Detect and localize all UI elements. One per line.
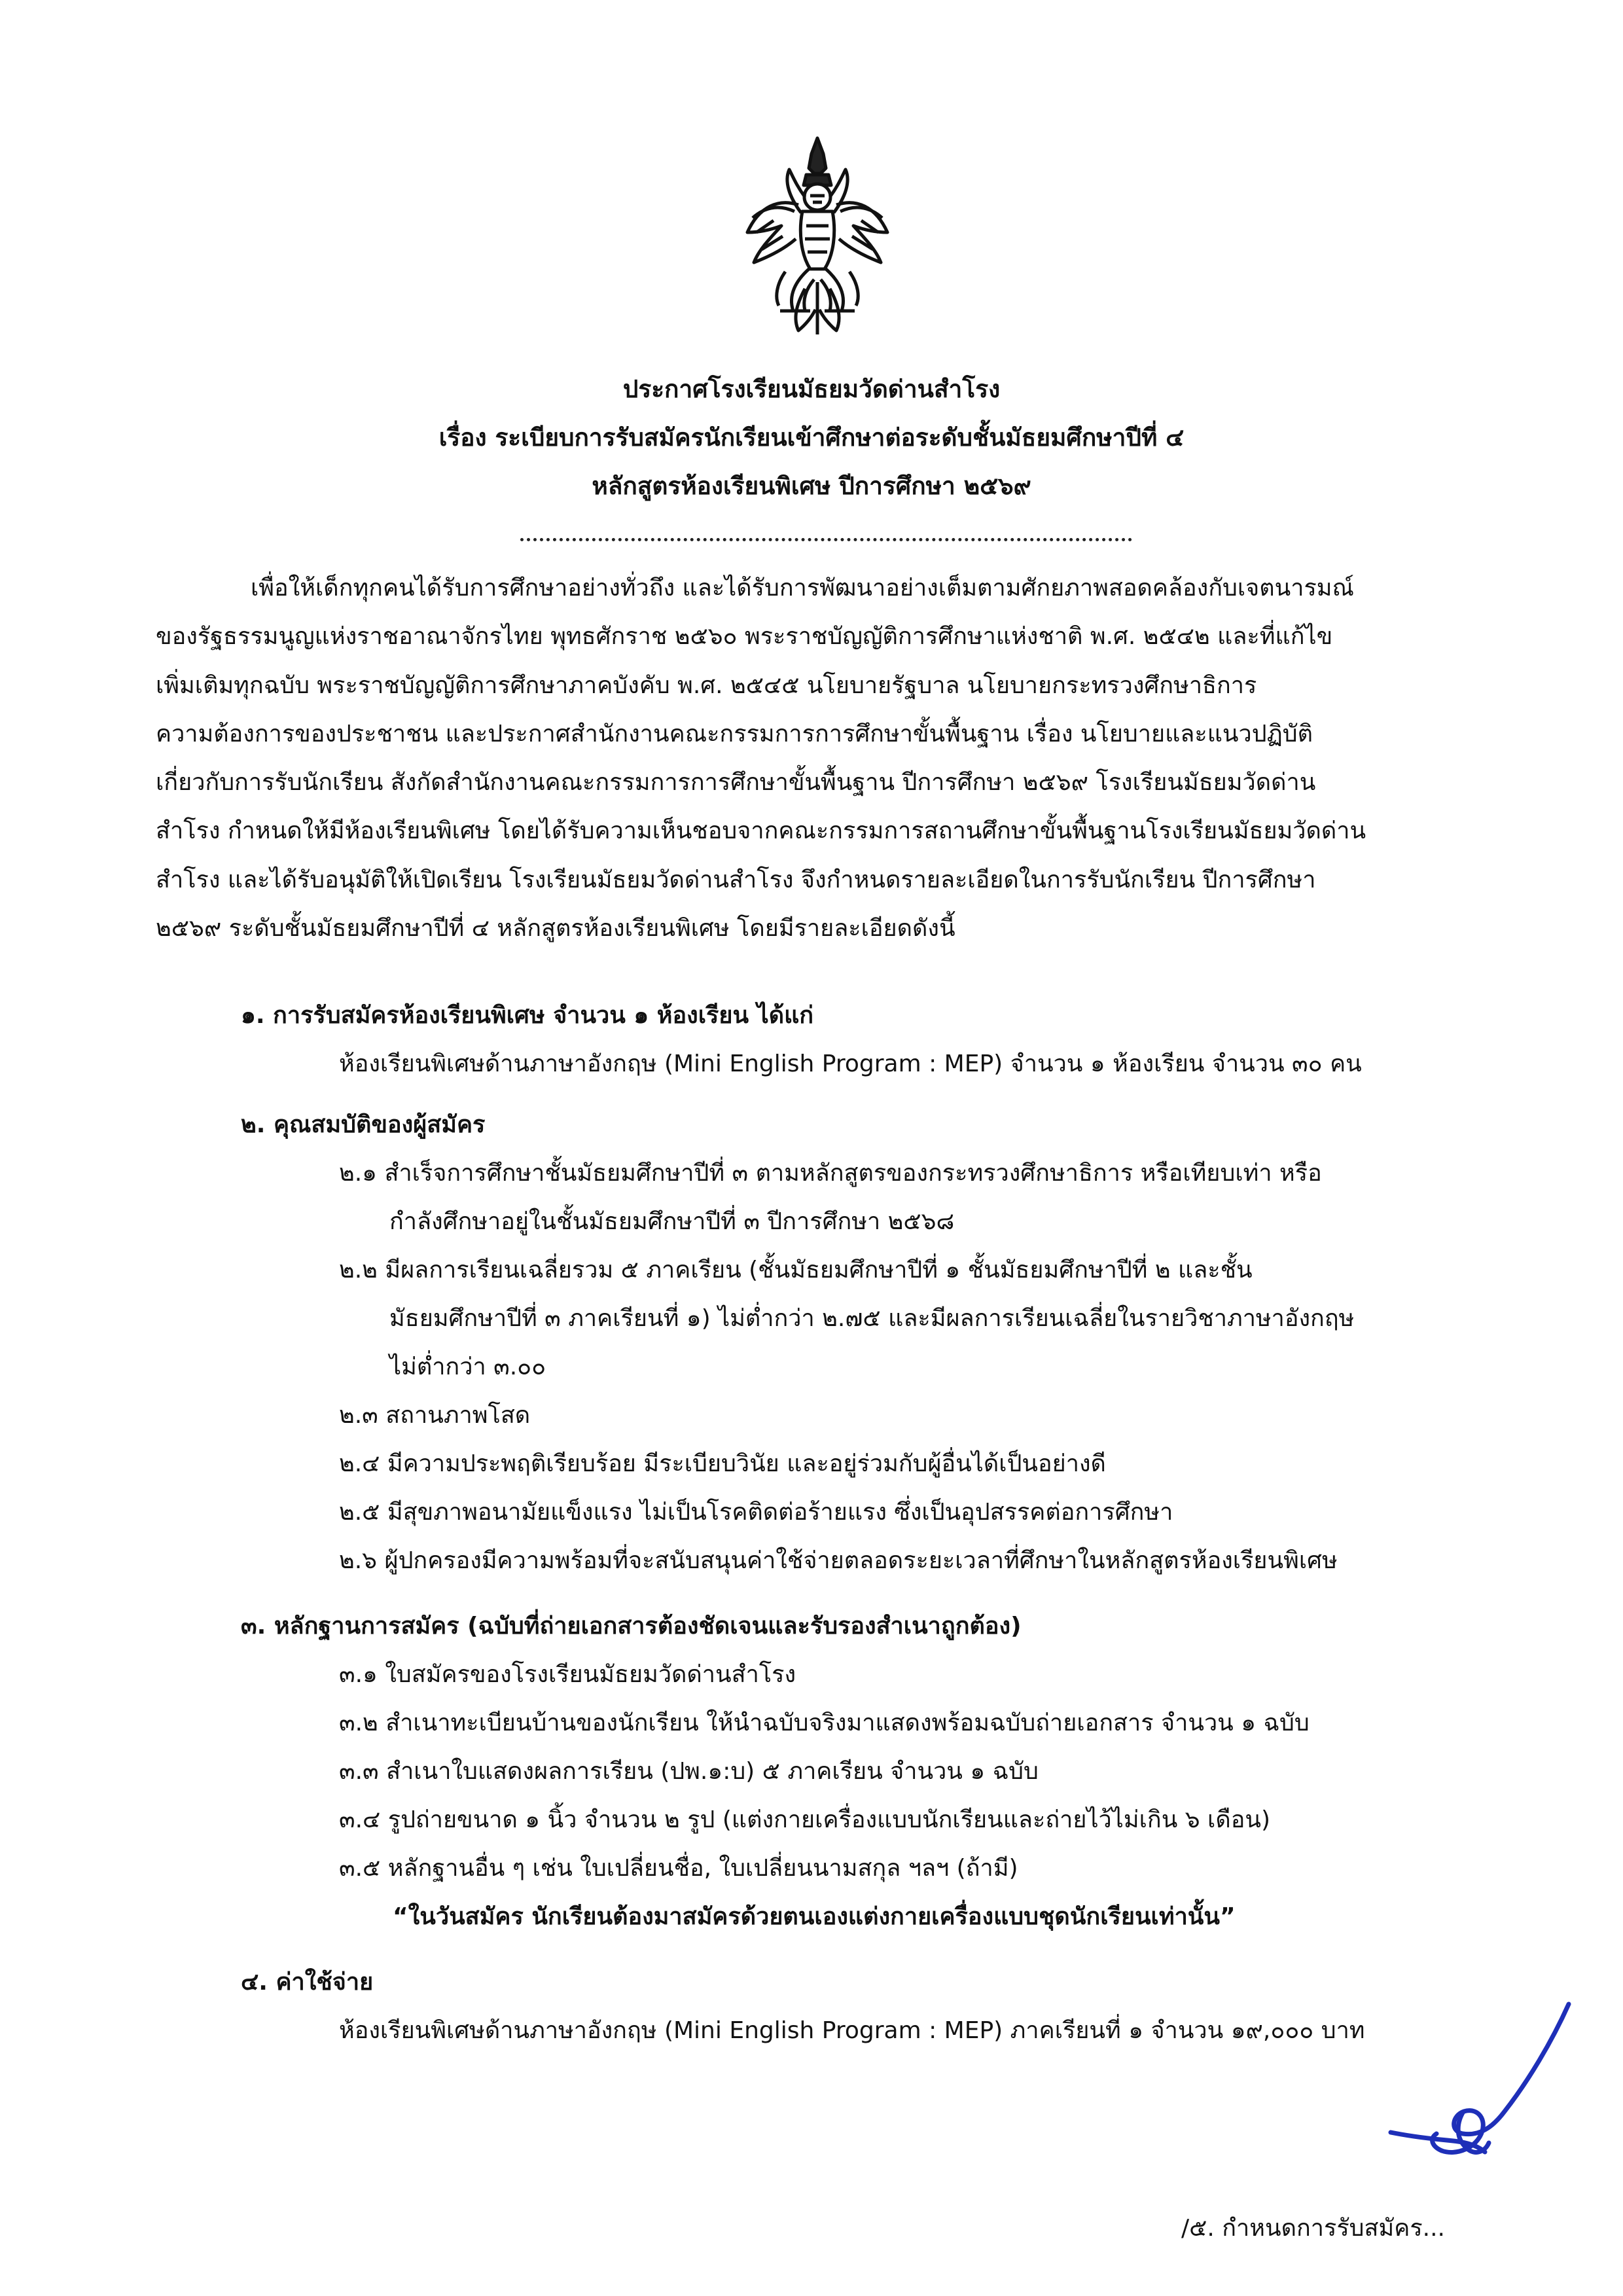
announcement-subject: เรื่อง ระเบียบการรับสมัครนักเรียนเข้าศึกษาต่อระดับชั้นมัธยมศึกษาปีที่ ๔: [438, 423, 1185, 452]
intro-line: เพิ่มเติมทุกฉบับ พระราชบัญญัติการศึกษาภาคบังคับ พ.ศ. ๒๕๔๕ นโยบายรัฐบาล นโยบายกระทรวงศึกษาธิการ: [156, 672, 1257, 699]
section2-heading: ๒. คุณสมบัติของผู้สมัคร: [241, 1111, 486, 1138]
announcement-title: ประกาศโรงเรียนมัธยมวัดด่านสำโรง: [622, 375, 1001, 403]
qualification-item-cont: มัธยมศึกษาปีที่ ๓ ภาคเรียนที่ ๑) ไม่ต่ำกว่า ๒.๗๕ และมีผลการเรียนเฉลี่ยในรายวิชาภาษาอังกฤษ: [389, 1305, 1355, 1332]
qualification-item: ๒.๖ ผู้ปกครองมีความพร้อมที่จะสนับสนุนค่าใช้จ่ายตลอดระยะเวลาที่ศึกษาในหลักสูตรห้องเรียนพิเศษ: [339, 1547, 1338, 1574]
section4-body: ห้องเรียนพิเศษด้านภาษาอังกฤษ (Mini English Program : MEP) ภาคเรียนที่ ๑ จำนวน ๑๙,๐๐๐ บาท: [339, 2017, 1365, 2044]
qualification-item: ๒.๑ สำเร็จการศึกษาชั้นมัธยมศึกษาปีที่ ๓ ตามหลักสูตรของกระทรวงศึกษาธิการ หรือเทียบเท่า หรือ: [339, 1160, 1322, 1187]
document-item: ๓.๔ รูปถ่ายขนาด ๑ นิ้ว จำนวน ๒ รูป (แต่งกายเครื่องแบบนักเรียนและถ่ายไว้ไม่เกิน ๖ เดือน): [339, 1806, 1271, 1833]
signature-icon: [1364, 1996, 1580, 2206]
intro-line: เกี่ยวกับการรับนักเรียน สังกัดสำนักงานคณะกรรมการการศึกษาขั้นพื้นฐาน ปีการศึกษา ๒๕๖๙ โรงเรียนมัธยมวัดด่าน: [156, 769, 1316, 797]
qualification-item: ๒.๒ มีผลการเรียนเฉลี่ยรวม ๕ ภาคเรียน (ชั้นมัธยมศึกษาปีที่ ๑ ชั้นมัธยมศึกษาปีที่ ๒ และชั้น: [339, 1257, 1253, 1283]
section3-heading: ๓. หลักฐานการสมัคร (ฉบับที่ถ่ายเอกสารต้องชัดเจนและรับรองสำเนาถูกต้อง): [241, 1613, 1022, 1640]
qualification-item: ๒.๔ มีความประพฤติเรียบร้อย มีระเบียบวินัย และอยู่ร่วมกับผู้อื่นได้เป็นอย่างดี: [339, 1450, 1106, 1477]
section4-heading: ๔. ค่าใช้จ่าย: [241, 1969, 374, 1996]
document-item: ๓.๒ สำเนาทะเบียนบ้านของนักเรียน ให้นำฉบับจริงมาแสดงพร้อมฉบับถ่ายเอกสาร จำนวน ๑ ฉบับ: [339, 1710, 1310, 1736]
qualification-item: ๒.๓ สถานภาพโสด: [339, 1402, 531, 1429]
dotted-divider: [520, 538, 1132, 541]
intro-line: สำโรง กำหนดให้มีห้องเรียนพิเศษ โดยได้รับความเห็นชอบจากคณะกรรมการสถานศึกษาขั้นพื้นฐานโรงเรียนมัธยมวัดด่าน: [156, 817, 1366, 845]
document-item: ๓.๓ สำเนาใบแสดงผลการเรียน (ปพ.๑:บ) ๕ ภาคเรียน จำนวน ๑ ฉบับ: [339, 1758, 1039, 1785]
intro-line: เพื่อให้เด็กทุกคนได้รับการศึกษาอย่างทั่วถึง และได้รับการพัฒนาอย่างเต็มตามศักยภาพสอดคล้องกับเจตนารมณ์: [251, 575, 1354, 601]
intro-line: ความต้องการของประชาชน และประกาศสำนักงานคณะกรรมการการศึกษาขั้นพื้นฐาน เรื่อง นโยบายและแนวปฏิบัติ: [156, 720, 1313, 747]
qualification-item-cont: กำลังศึกษาอยู่ในชั้นมัธยมศึกษาปีที่ ๓ ปีการศึกษา ๒๕๖๘: [389, 1208, 955, 1235]
intro-line: ๒๕๖๙ ระดับชั้นมัธยมศึกษาปีที่ ๔ หลักสูตรห้องเรียนพิเศษ โดยมีรายละเอียดดังนี้: [156, 915, 955, 942]
continuation-footer: /๕. กำหนดการรับสมัคร...: [1181, 2215, 1445, 2242]
intro-line: สำโรง และได้รับอนุมัติให้เปิดเรียน โรงเรียนมัธยมวัดด่านสำโรง จึงกำหนดรายละเอียดในการรับนักเรียน ปีการศึกษา: [156, 866, 1316, 893]
intro-line: ของรัฐธรรมนูญแห่งราชอาณาจักรไทย พุทธศักราช ๒๕๖๐ พระราชบัญญัติการศึกษาแห่งชาติ พ.ศ. ๒๕๔๒ และที่แก้ไข: [156, 623, 1333, 651]
qualification-item: ๒.๕ มีสุขภาพอนามัยแข็งแรง ไม่เป็นโรคติดต่อร้ายแรง ซึ่งเป็นอุปสรรคต่อการศึกษา: [339, 1499, 1173, 1526]
section1-heading: ๑. การรับสมัครห้องเรียนพิเศษ จำนวน ๑ ห้องเรียน ได้แก่: [241, 1002, 814, 1029]
document-item: ๓.๕ หลักฐานอื่น ๆ เช่น ใบเปลี่ยนชื่อ, ใบเปลี่ยนนามสกุล ฯลฯ (ถ้ามี): [339, 1855, 1018, 1882]
document-item: ๓.๑ ใบสมัครของโรงเรียนมัธยมวัดด่านสำโรง: [339, 1661, 796, 1688]
qualification-item-cont: ไม่ต่ำกว่า ๓.๐๐: [389, 1354, 546, 1380]
section1-body: ห้องเรียนพิเศษด้านภาษาอังกฤษ (Mini English Program : MEP) จำนวน ๑ ห้องเรียน จำนวน ๓๐ คน: [339, 1050, 1362, 1077]
intro-paragraph: [156, 564, 1497, 953]
application-note: “ในวันสมัคร นักเรียนต้องมาสมัครด้วยตนเองแต่งกายเครื่องแบบชุดนักเรียนเท่านั้น”: [393, 1903, 1236, 1930]
announcement-program: หลักสูตรห้องเรียนพิเศษ ปีการศึกษา ๒๕๖๙: [592, 472, 1031, 500]
garuda-emblem-icon: [733, 134, 902, 338]
